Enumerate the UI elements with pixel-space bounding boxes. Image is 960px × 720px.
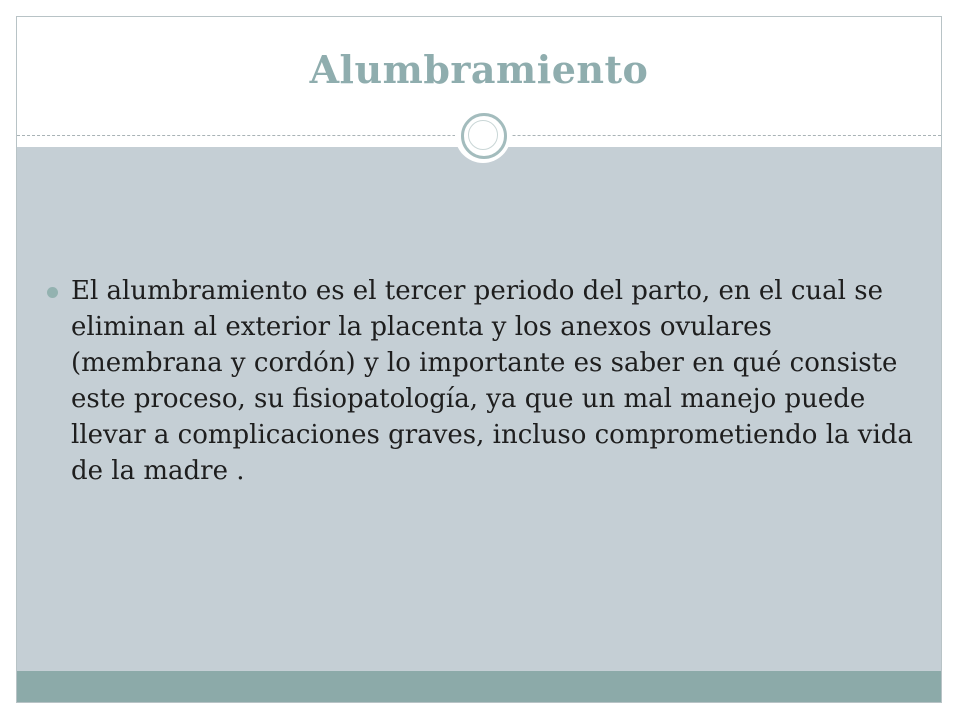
bullet-item <box>47 273 927 489</box>
slide-title: Alumbramiento <box>309 47 649 92</box>
slide-frame <box>16 16 942 703</box>
footer-bar <box>17 671 941 703</box>
bullet-dot-icon <box>47 287 58 298</box>
bullet-list <box>47 273 927 489</box>
bullet-text: El alumbramiento es el tercer periodo del parto, en el cual se eliminan al exterior la placenta y los anexos ovulares (membrana y cordón) y lo importante es saber en qué consiste este proceso, su fisiopatología, ya que un mal manejo puede llevar a complicaciones graves, incluso comprometiendo la vida de la madre . <box>71 276 913 486</box>
ring-ornament-icon <box>455 107 511 163</box>
